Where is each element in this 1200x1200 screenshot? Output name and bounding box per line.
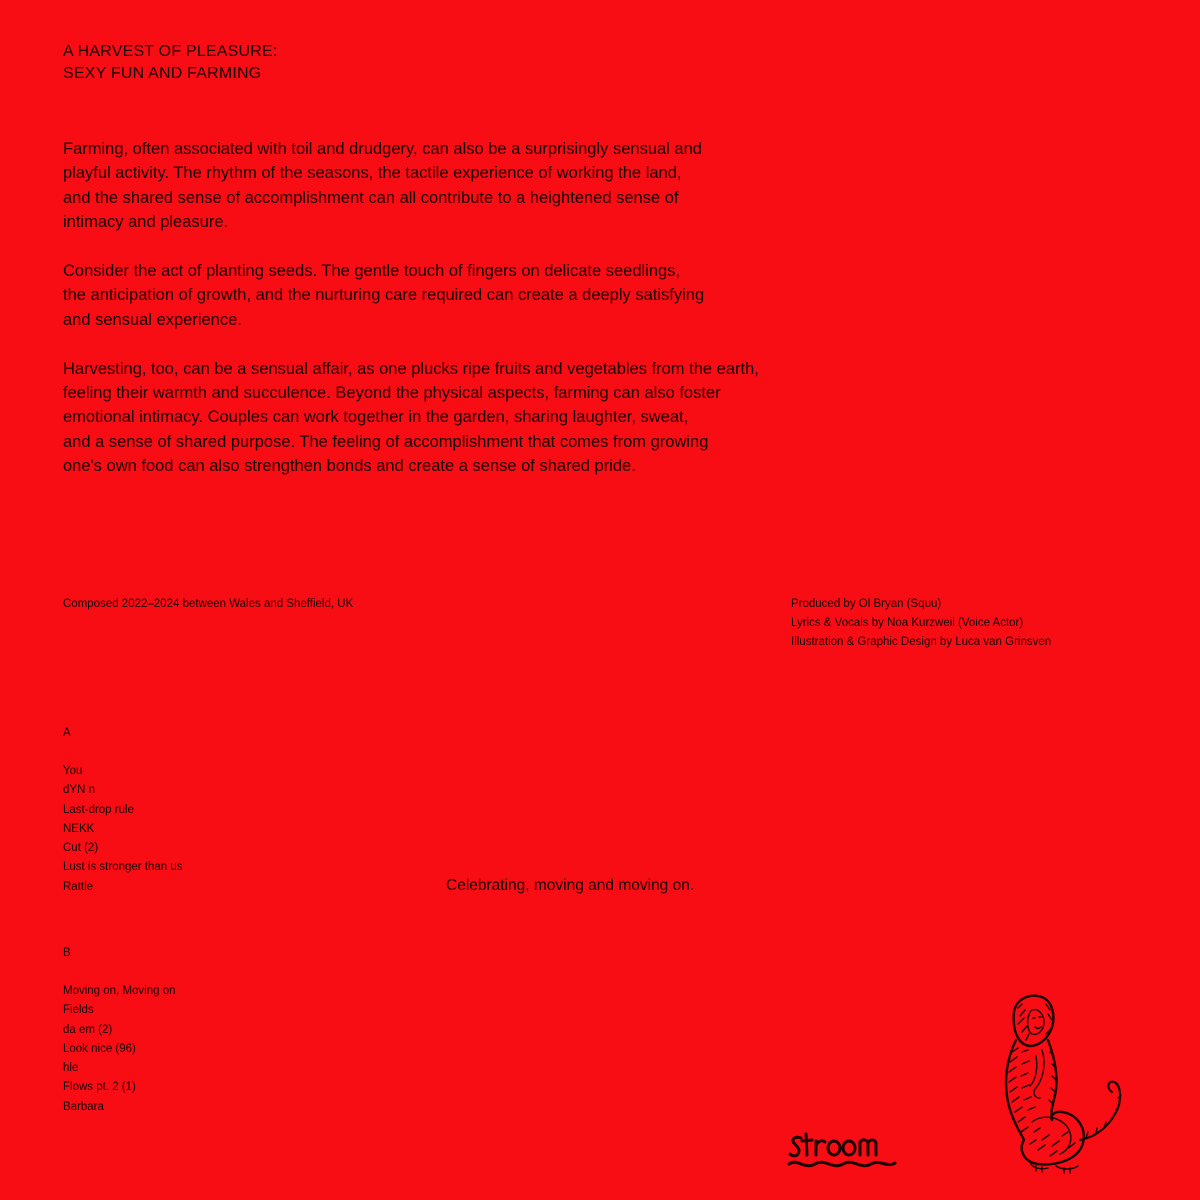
- track-item: Look nice (96): [63, 1042, 136, 1055]
- text-line: emotional intimacy. Couples can work together in the garden, sharing laughter, sweat,: [63, 408, 689, 427]
- tagline: Celebrating, moving and moving on.: [446, 877, 695, 894]
- text-line: and the shared sense of accomplishment can all contribute to a heightened sense of: [63, 188, 679, 207]
- composed-note: Composed 2022–2024 between Wales and Sheffield, UK: [63, 598, 354, 610]
- title-line-1: A HARVEST OF PLEASURE:: [63, 43, 278, 60]
- track-item: da em (2): [63, 1023, 113, 1036]
- track-item: hle: [63, 1062, 79, 1075]
- side-a-label: A: [63, 727, 71, 739]
- credit-line: Produced by Ol Bryan (Squu): [791, 598, 942, 610]
- paragraph-2: [63, 259, 893, 332]
- track-item: Rattle: [63, 880, 94, 893]
- stroom-logo: [787, 1128, 901, 1172]
- track-item: Lust is stronger than us: [63, 861, 183, 874]
- liner-notes: [63, 137, 893, 503]
- text-line: the anticipation of growth, and the nurturing care required can create a deeply satisfying: [63, 286, 705, 305]
- credit-line: Lyrics & Vocals by Noa Kurzweil (Voice Actor): [791, 617, 1024, 629]
- track-item: Cut (2): [63, 842, 99, 855]
- track-item: Flows pt. 2 (1): [63, 1081, 136, 1094]
- text-line: one's own food can also strengthen bonds and create a sense of shared pride.: [63, 457, 636, 476]
- monkey-illustration: [972, 990, 1147, 1175]
- paragraph-1: [63, 137, 893, 235]
- text-line: Farming, often associated with toil and drudgery, can also be a surprisingly sensual and: [63, 140, 702, 158]
- side-a-tracklist: [63, 762, 183, 897]
- text-line: Consider the act of planting seeds. The gentle touch of fingers on delicate seedlings,: [63, 262, 681, 281]
- credit-line: Illustration & Graphic Design by Luca van Grinsven: [791, 636, 1052, 648]
- side-b-label: B: [63, 947, 71, 959]
- track-item: Barbara: [63, 1100, 104, 1113]
- monkey-tail: [1080, 1082, 1120, 1140]
- text-line: and sensual experience.: [63, 310, 242, 329]
- text-line: feeling their warmth and succulence. Beyond the physical aspects, farming can also foster: [63, 384, 721, 403]
- title-line-2: SEXY FUN AND FARMING: [63, 65, 262, 82]
- text-line: and a sense of shared purpose. The feeling of accomplishment that comes from growing: [63, 432, 709, 451]
- track-item: You: [63, 765, 83, 777]
- track-item: Moving on, Moving on: [63, 985, 176, 997]
- text-line: playful activity. The rhythm of the seasons, the tactile experience of working the land,: [63, 164, 682, 183]
- text-line: intimacy and pleasure.: [63, 213, 229, 232]
- track-item: Last-drop rule: [63, 803, 134, 816]
- track-item: dYN n: [63, 784, 95, 797]
- track-item: NEKK: [63, 822, 95, 835]
- monkey-body: [1006, 996, 1084, 1173]
- track-item: Fields: [63, 1004, 94, 1017]
- paragraph-3: [63, 357, 893, 479]
- album-title: [63, 41, 278, 85]
- text-line: Harvesting, too, can be a sensual affair, as one plucks ripe fruits and vegetables from the earth,: [63, 359, 759, 378]
- side-b-tracklist: [63, 982, 176, 1117]
- credits: [791, 595, 1051, 652]
